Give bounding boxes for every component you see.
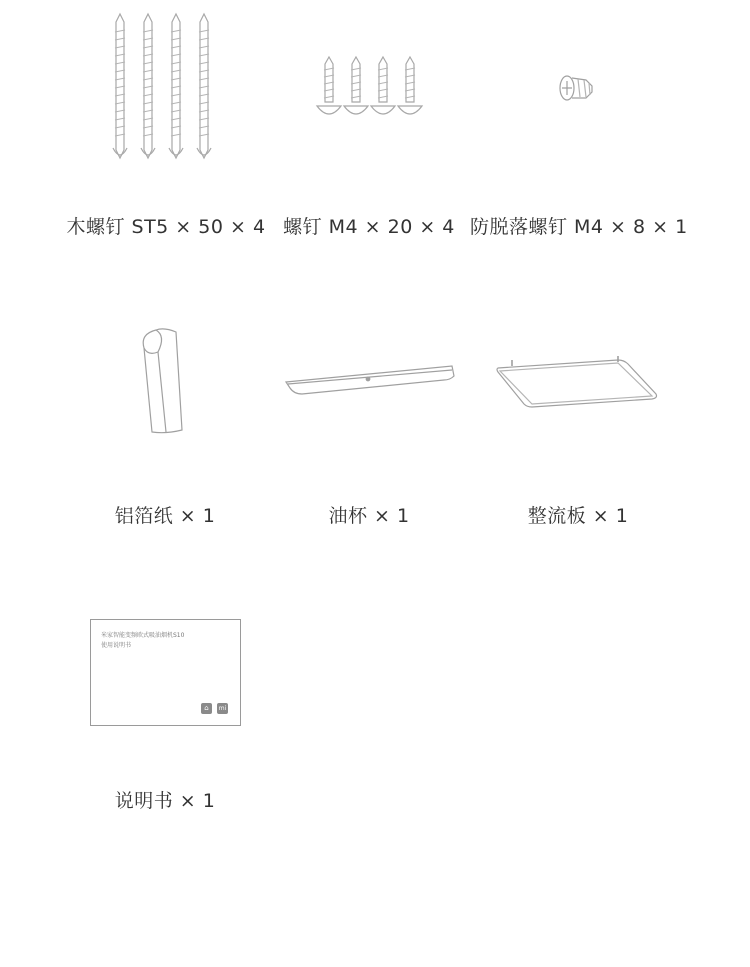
captive-screw-icon xyxy=(556,72,600,106)
mijia-logo-icon xyxy=(201,703,212,714)
oil-cup-icon xyxy=(284,364,458,404)
rectifier-plate-icon xyxy=(494,354,660,410)
machine-screw-icon xyxy=(314,56,424,118)
part-label-wood-screw: 木螺钉 ST5 × 50 × 4 xyxy=(66,216,266,238)
mi-logo-text: mi xyxy=(218,705,227,712)
mi-logo-icon xyxy=(217,703,228,714)
aluminum-foil-icon xyxy=(138,328,188,436)
manual-title-line2: 使用说明书 xyxy=(101,642,132,649)
part-label-aluminum-foil: 铝箔纸 × 1 xyxy=(114,505,216,527)
wood-screw-icon xyxy=(105,12,225,162)
part-label-rectifier-plate: 整流板 × 1 xyxy=(527,505,629,527)
part-label-captive-screw: 防脱落螺钉 M4 × 8 × 1 xyxy=(470,216,688,238)
manual-icon xyxy=(90,619,241,726)
manual-title-line1: 米家智能变频欧式吸油烟机S10 xyxy=(101,632,185,639)
part-label-oil-cup: 油杯 × 1 xyxy=(328,505,410,527)
part-label-manual: 说明书 × 1 xyxy=(114,790,216,812)
mijia-logo-text: ⌂ xyxy=(204,704,209,712)
part-label-machine-screw: 螺钉 M4 × 20 × 4 xyxy=(283,216,455,238)
